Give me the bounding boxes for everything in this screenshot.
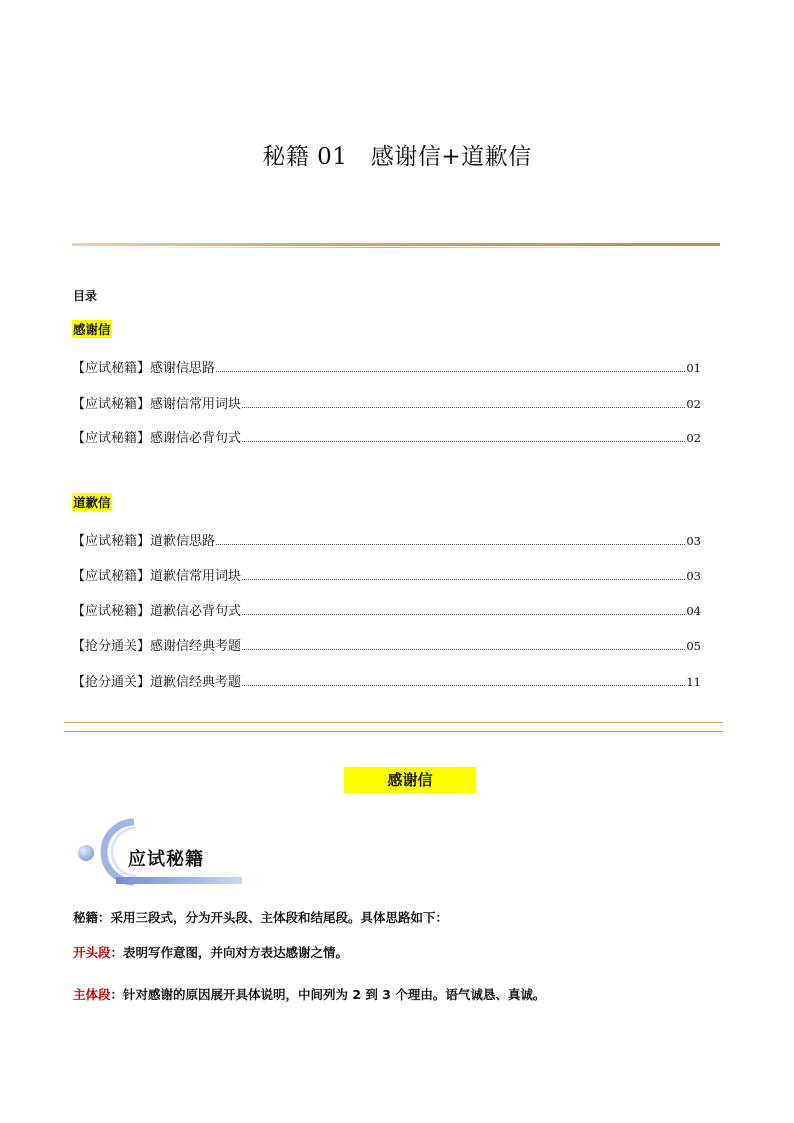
toc-section-heading-thanks: 感谢信 bbox=[73, 322, 111, 337]
toc-entry[interactable] bbox=[72, 530, 701, 549]
paragraph-text: ：针对感谢的原因展开具体说明，中间列为 2 到 3 个理由。语气诚恳、真诚。 bbox=[110, 987, 546, 1002]
paragraph-text: ：表明写作意图，并向对方表达感谢之情。 bbox=[110, 945, 349, 960]
paragraph-text: ：采用三段式，分为开头段、主体段和结尾段。具体思路如下： bbox=[98, 910, 449, 925]
section-badge bbox=[76, 818, 246, 888]
paragraph-lead: 主体段 bbox=[73, 987, 111, 1002]
toc-entry-page: 11 bbox=[686, 675, 701, 689]
toc-entry[interactable] bbox=[72, 427, 701, 446]
badge-label: 应试秘籍 bbox=[128, 849, 204, 870]
toc-leader-dots bbox=[242, 579, 685, 580]
toc-divider-bottom bbox=[64, 731, 723, 732]
toc-entry[interactable] bbox=[72, 393, 701, 412]
toc-entry-page: 01 bbox=[686, 361, 701, 375]
toc-entry-page: 03 bbox=[686, 569, 701, 583]
toc-entry[interactable] bbox=[72, 357, 701, 376]
toc-entry-text: 【抢分通关】道歉信经典考题 bbox=[72, 675, 242, 690]
toc-entry-page: 03 bbox=[686, 534, 701, 548]
toc-entry[interactable] bbox=[72, 565, 701, 584]
paragraph-lead: 开头段 bbox=[73, 945, 111, 960]
toc-leader-dots bbox=[242, 614, 685, 615]
toc-entry-page: 05 bbox=[686, 639, 701, 653]
toc-entry-text: 【应试秘籍】道歉信常用词块 bbox=[72, 569, 242, 584]
toc-entry-text: 【应试秘籍】感谢信必背句式 bbox=[72, 431, 242, 446]
toc-section-heading-apology: 道歉信 bbox=[73, 495, 111, 510]
toc-entry-text: 【应试秘籍】感谢信思路 bbox=[72, 361, 216, 376]
opening-paragraph bbox=[73, 943, 348, 961]
toc-entry-text: 【应试秘籍】道歉信思路 bbox=[72, 534, 216, 549]
toc-leader-dots bbox=[242, 441, 685, 442]
toc-entry-text: 【抢分通关】感谢信经典考题 bbox=[72, 639, 242, 654]
toc-leader-dots bbox=[216, 544, 685, 545]
section-banner: 感谢信 bbox=[344, 767, 476, 793]
toc-entry[interactable] bbox=[72, 635, 701, 654]
toc-leader-dots bbox=[216, 371, 685, 372]
toc-label: 目录 bbox=[73, 289, 98, 303]
paragraph-lead: 秘籍 bbox=[73, 910, 99, 925]
body-paragraph bbox=[73, 985, 545, 1003]
toc-entry-text: 【应试秘籍】道歉信必背句式 bbox=[72, 604, 242, 619]
toc-entry-page: 02 bbox=[686, 431, 701, 445]
toc-leader-dots bbox=[242, 685, 685, 686]
toc-divider-top bbox=[64, 722, 723, 723]
intro-paragraph bbox=[73, 908, 448, 926]
toc-entry-page: 02 bbox=[686, 397, 701, 411]
page-title: 秘籍 01 感谢信+道歉信 bbox=[262, 144, 532, 170]
toc-entry[interactable] bbox=[72, 671, 701, 690]
toc-entry-page: 04 bbox=[686, 604, 701, 618]
toc-leader-dots bbox=[242, 649, 685, 650]
toc-leader-dots bbox=[242, 407, 685, 408]
top-divider bbox=[72, 243, 720, 248]
toc-entry-text: 【应试秘籍】感谢信常用词块 bbox=[72, 397, 242, 412]
toc-entry[interactable] bbox=[72, 600, 701, 619]
